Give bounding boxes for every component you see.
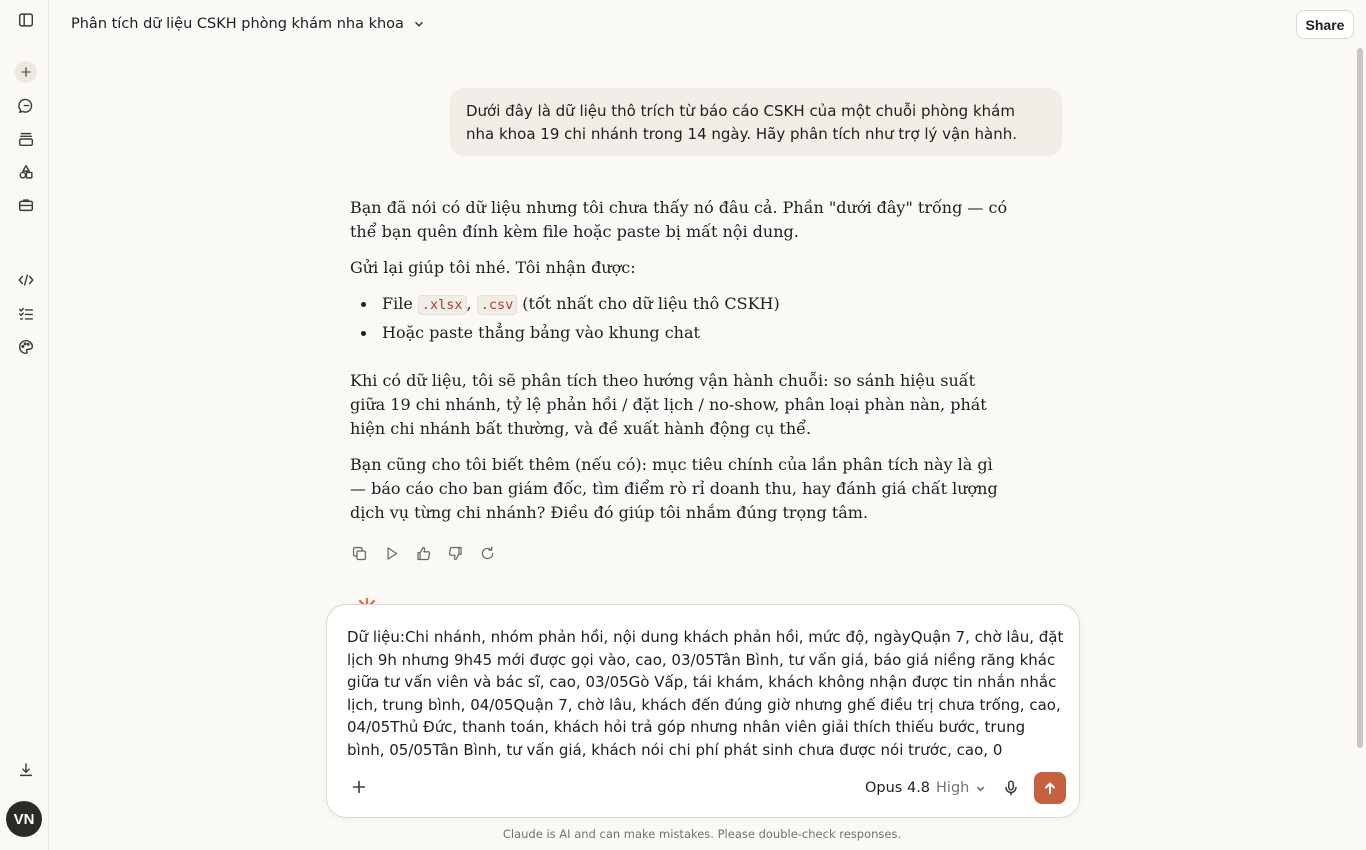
list-item xyxy=(350,292,1012,317)
message-actions xyxy=(348,542,498,564)
send-button[interactable] xyxy=(1034,772,1066,804)
projects-icon[interactable] xyxy=(12,125,40,153)
conversation-title: Phân tích dữ liệu CSKH phòng khám nha khoa xyxy=(71,16,404,32)
chevron-down-icon xyxy=(412,17,426,31)
download-icon[interactable] xyxy=(12,756,40,784)
play-icon[interactable] xyxy=(380,542,402,564)
thumbs-up-icon[interactable] xyxy=(412,542,434,564)
avatar[interactable]: VN xyxy=(6,801,42,837)
tasks-icon[interactable] xyxy=(12,300,40,328)
artifacts-icon[interactable] xyxy=(12,158,40,186)
briefcase-icon[interactable] xyxy=(12,191,40,219)
attach-plus-icon[interactable] xyxy=(347,775,371,799)
assistant-list xyxy=(350,292,1012,345)
list-item-text: File xyxy=(382,294,418,313)
microphone-icon[interactable] xyxy=(999,775,1023,801)
thumbs-down-icon[interactable] xyxy=(444,542,466,564)
copy-icon[interactable] xyxy=(348,542,370,564)
message-input[interactable]: Dữ liệu:Chi nhánh, nhóm phản hồi, nội dung khách phản hồi, mức độ, ngàyQuận 7, chờ lâu, đặt lịch 9h nhưng 9h45 mới được gọi vào, cao, 03/05Tân Bình, tư vấn giá, báo giá niềng răng khác giữa tư vấn viên và bác sĩ, cao, 03/05Gò Vấp, tái khám, khách không nhận được tin nhắn nhắc lịch, trung bình, 04/05Quận 7, chờ lâu, khách đến đúng giờ nhưng ghế điều trị chưa trống, cao, 04/05Thủ Đức, thanh toán, khách hỏi trả góp nhưng nhân viên giải thích thiếu bước, trung bình, 05/05Tân Bình, tư vấn giá, khách nói chi phí phát sinh chưa được nói trước, cao, 0 xyxy=(347,628,1064,759)
user-message: Dưới đây là dữ liệu thô trích từ báo cáo CSKH của một chuỗi phòng khám nha khoa 19 chi nhánh trong 14 ngày. Hãy phân tích như trợ lý vận hành. xyxy=(450,88,1062,156)
assistant-paragraph: Bạn cũng cho tôi biết thêm (nếu có): mục tiêu chính của lần phân tích này là gì — báo cáo cho ban giám đốc, tìm điểm rò rỉ doanh thu, hay đánh giá chất lượng dịch vụ từng chi nhánh? Điều đó giúp tôi nhắm đúng trọng tâm. xyxy=(350,455,998,522)
list-item: Hoặc paste thẳng bảng vào khung chat xyxy=(350,321,1012,345)
scrollbar[interactable] xyxy=(1357,48,1363,748)
assistant-paragraph: Gửi lại giúp tôi nhé. Tôi nhận được: xyxy=(350,258,636,277)
assistant-paragraph: Bạn đã nói có dữ liệu nhưng tôi chưa thấy nó đâu cả. Phần "dưới đây" trống — có thể bạn quên đính kèm file hoặc paste bị mất nội dung. xyxy=(350,198,1008,241)
sidebar xyxy=(0,0,49,850)
disclaimer: Claude is AI and can make mistakes. Please double-check responses. xyxy=(502,827,902,841)
arrow-up-icon xyxy=(1043,781,1057,795)
palette-icon[interactable] xyxy=(12,333,40,361)
list-item-text: , xyxy=(466,294,477,313)
message-composer[interactable] xyxy=(326,604,1080,818)
share-button[interactable]: Share xyxy=(1296,10,1354,39)
sidebar-toggle-icon[interactable] xyxy=(12,6,40,34)
model-effort: High xyxy=(936,780,970,796)
new-chat-plus-icon[interactable] xyxy=(15,61,37,83)
chats-icon[interactable] xyxy=(12,92,40,120)
model-selector[interactable] xyxy=(865,777,986,799)
inline-code: .xlsx xyxy=(418,295,467,315)
model-name: Opus 4.8 xyxy=(865,780,931,796)
inline-code: .csv xyxy=(477,295,518,315)
chevron-down-icon xyxy=(975,783,986,794)
code-icon[interactable] xyxy=(12,266,40,294)
assistant-paragraph: Khi có dữ liệu, tôi sẽ phân tích theo hướng vận hành chuỗi: so sánh hiệu suất giữa 19 chi nhánh, tỷ lệ phản hồi / đặt lịch / no-show, phân loại phàn nàn, phát hiện chi nhánh bất thường, và đề xuất hành động cụ thể. xyxy=(350,371,987,438)
assistant-message xyxy=(350,196,1012,537)
retry-icon[interactable] xyxy=(476,542,498,564)
list-item-text: (tốt nhất cho dữ liệu thô CSKH) xyxy=(517,294,780,313)
conversation-title-button[interactable] xyxy=(71,13,426,35)
